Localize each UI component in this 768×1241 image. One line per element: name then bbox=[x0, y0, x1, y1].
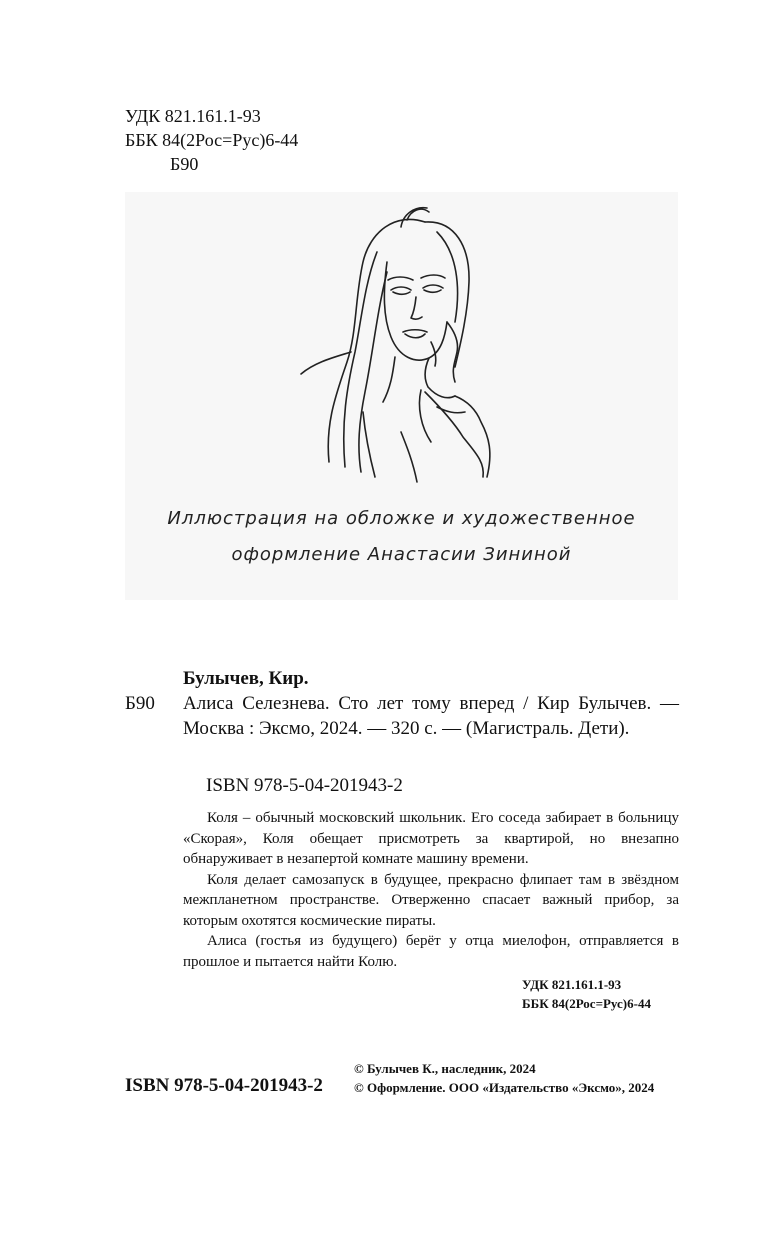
udk-header bbox=[125, 104, 298, 176]
copyright-block bbox=[354, 1059, 654, 1097]
cover-illustration bbox=[125, 192, 678, 600]
footer-isbn: ISBN 978-5-04-201943-2 bbox=[125, 1075, 323, 1096]
catalog-author: Булычев, Кир. bbox=[183, 668, 309, 689]
annotation bbox=[183, 808, 679, 972]
annotation-classification bbox=[522, 975, 651, 1013]
illustration-credit-line2: оформление Анастасии Зининой bbox=[231, 544, 572, 565]
catalog-index: Б90 bbox=[125, 693, 155, 714]
girl-portrait-illustration bbox=[125, 192, 678, 492]
bbk-code: ББК 84(2Рос=Рус)6-44 bbox=[125, 130, 299, 150]
author-index: Б90 bbox=[170, 154, 199, 174]
copyright-author: © Булычев К., наследник, 2024 bbox=[354, 1061, 536, 1076]
catalog-description: Алиса Селезнева. Сто лет тому вперед / Кир Булычев. — Москва : Эксмо, 2024. — 320 с. — (Магистраль. Дети). bbox=[183, 693, 679, 739]
illustration-credit-line1: Иллюстрация на обложке и художественное bbox=[167, 508, 636, 529]
annotation-paragraph: Коля – обычный московский школьник. Его соседа забирает в больницу «Скорая», Коля обещает присмотреть за квартирой, но внезапно обнаруживает в незапертой комнате машину времени. bbox=[183, 810, 679, 867]
udk-code: УДК 821.161.1-93 bbox=[125, 106, 261, 126]
annotation-bbk: ББК 84(2Рос=Рус)6-44 bbox=[522, 996, 651, 1011]
annotation-udk: УДК 821.161.1-93 bbox=[522, 977, 622, 992]
catalog-isbn: ISBN 978-5-04-201943-2 bbox=[206, 775, 403, 796]
annotation-paragraph: Алиса (гостья из будущего) берёт у отца миелофон, отправляется в прошлое и пытается найти Колю. bbox=[183, 933, 679, 970]
copyright-design: © Оформление. ООО «Издательство «Эксмо», 2024 bbox=[354, 1080, 655, 1095]
annotation-paragraph: Коля делает самозапуск в будущее, прекрасно флипает там в звёздном межпланетном пространстве. Отверженно спасает важный прибор, за которым охотятся космические пираты. bbox=[183, 871, 679, 929]
